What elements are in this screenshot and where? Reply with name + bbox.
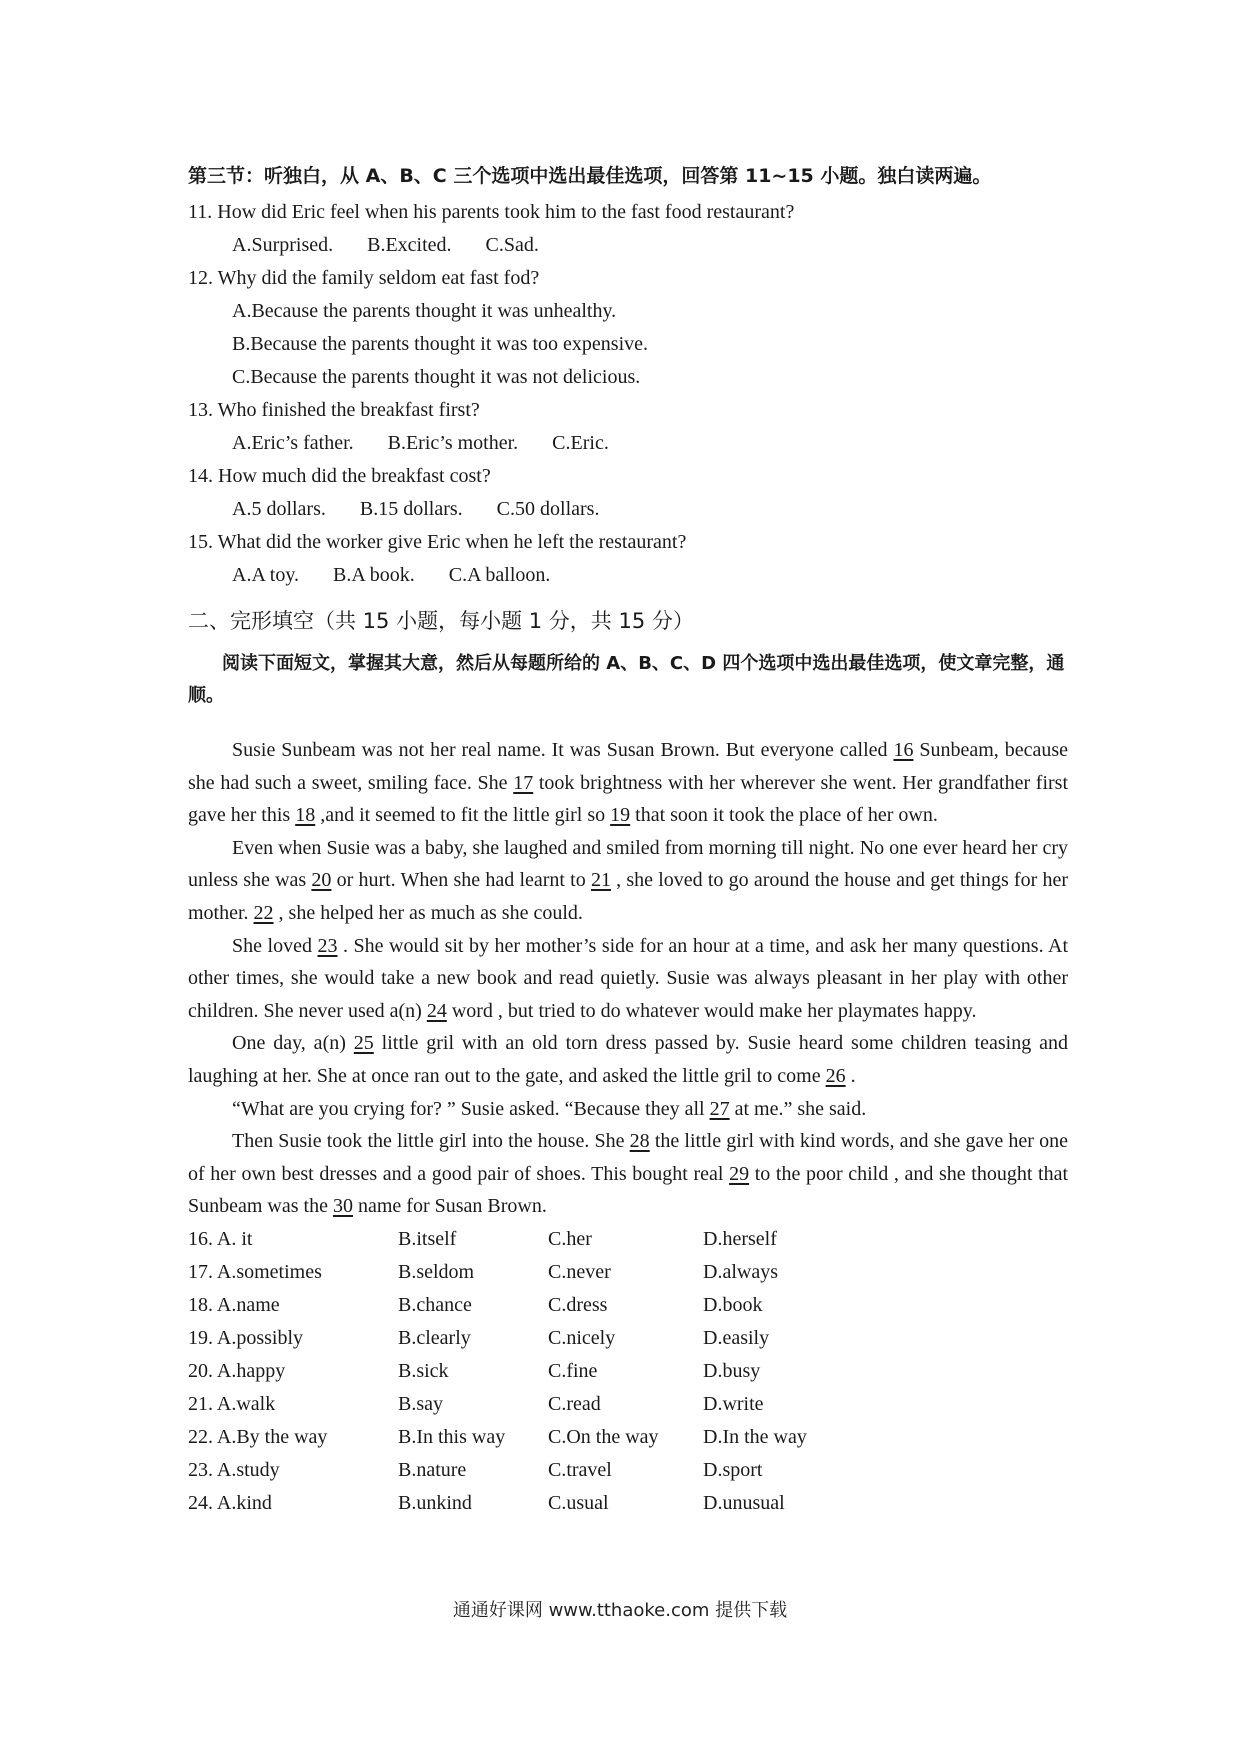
cloze-option-row-22 bbox=[188, 1421, 1068, 1454]
blank-27: 27 bbox=[709, 1097, 730, 1120]
option-11-B: B.Excited. bbox=[367, 234, 452, 256]
cloze-option: B.sick bbox=[398, 1359, 449, 1382]
option-15-B: B.A book. bbox=[333, 564, 415, 586]
blank-29: 29 bbox=[729, 1162, 750, 1185]
section-3-title: 第三节：听独白，从 A、B、C 三个选项中选出最佳选项，回答第 11~15 小题。独白读两遍。 bbox=[188, 165, 992, 187]
cloze-option-row-17 bbox=[188, 1256, 1068, 1289]
cloze-option-row-20 bbox=[188, 1355, 1068, 1388]
cloze-option: 17. A.sometimes bbox=[188, 1260, 322, 1283]
cloze-option: 21. A.walk bbox=[188, 1392, 276, 1415]
options-row-15 bbox=[188, 559, 1068, 592]
blank-20: 20 bbox=[311, 869, 332, 892]
option-13-A: A.Eric’s father. bbox=[232, 432, 354, 454]
blank-22: 22 bbox=[253, 901, 274, 924]
cloze-option: D.book bbox=[703, 1293, 763, 1316]
blank-18: 18 bbox=[295, 804, 316, 827]
cloze-option: 19. A.possibly bbox=[188, 1326, 304, 1349]
cloze-option: C.dress bbox=[548, 1293, 608, 1316]
cloze-option: 16. A. it bbox=[188, 1227, 253, 1250]
cloze-option: B.itself bbox=[398, 1227, 457, 1250]
cloze-option: C.nicely bbox=[548, 1326, 616, 1349]
listening-questions bbox=[188, 196, 1068, 592]
cloze-option-row-19 bbox=[188, 1322, 1068, 1355]
cloze-option: 23. A.study bbox=[188, 1458, 280, 1481]
cloze-option: D.sport bbox=[703, 1458, 763, 1481]
blank-21: 21 bbox=[590, 869, 611, 892]
option-14-A: A.5 dollars. bbox=[232, 498, 326, 520]
cloze-option: C.travel bbox=[548, 1458, 612, 1481]
cloze-option: 18. A.name bbox=[188, 1293, 280, 1316]
cloze-option-row-21 bbox=[188, 1388, 1068, 1421]
cloze-option: B.say bbox=[398, 1392, 443, 1415]
cloze-option: D.always bbox=[703, 1260, 778, 1283]
option-15-A: A.A toy. bbox=[232, 564, 300, 586]
cloze-option: C.On the way bbox=[548, 1425, 659, 1448]
option-13-C: C.Eric. bbox=[552, 432, 609, 454]
cloze-option: B.seldom bbox=[398, 1260, 475, 1283]
question-14: 14. How much did the breakfast cost? bbox=[188, 465, 491, 487]
cloze-option: C.usual bbox=[548, 1491, 609, 1514]
question-13: 13. Who finished the breakfast first? bbox=[188, 399, 480, 421]
passage-paragraph: “What are you crying for? ” Susie asked. “Because they all 27 at me.” she said. bbox=[232, 1097, 867, 1120]
blank-19: 19 bbox=[610, 804, 631, 827]
blank-28: 28 bbox=[629, 1130, 650, 1153]
cloze-option: B.unkind bbox=[398, 1491, 472, 1514]
passage-paragraph: She loved 23 . She would sit by her mother’s side for an hour at a time, and ask her many questions. At other times, she would take a new book and read quietly. Susie was always pleasant in her play with other children. She never used a(n) 24 word , but tried to do whatever would make her playmates happy. bbox=[188, 934, 1068, 1022]
cloze-option-row-18 bbox=[188, 1289, 1068, 1322]
cloze-option: D.write bbox=[703, 1392, 764, 1415]
cloze-options bbox=[188, 1223, 1068, 1520]
page-content bbox=[188, 162, 1068, 1520]
footer-watermark: 通通好课网 www.tthaoke.com 提供下载 bbox=[452, 1600, 788, 1621]
option-13-B: B.Eric’s mother. bbox=[387, 432, 519, 454]
cloze-option: C.fine bbox=[548, 1359, 598, 1382]
part-2-title: 二、完形填空（共 15 小题，每小题 1 分，共 15 分） bbox=[188, 609, 694, 633]
passage-paragraph: Then Susie took the little girl into the house. She 28 the little girl with kind words, and she gave her one of her own best dresses and a good pair of shoes. This bought real 29 to the poor child , and she thought that Sunbeam was the 30 name for Susan Brown. bbox=[188, 1130, 1069, 1218]
option-15-C: C.A balloon. bbox=[448, 564, 551, 586]
cloze-option: D.herself bbox=[703, 1227, 777, 1250]
cloze-option: D.busy bbox=[703, 1359, 761, 1382]
cloze-option: D.In the way bbox=[703, 1425, 807, 1448]
question-11: 11. How did Eric feel when his parents took him to the fast food restaurant? bbox=[188, 201, 795, 223]
cloze-option: B.nature bbox=[398, 1458, 467, 1481]
cloze-instruction: 阅读下面短文，掌握其大意，然后从每题所给的 A、B、C、D 四个选项中选出最佳选项，使文章完整，通顺。 bbox=[188, 653, 1065, 706]
cloze-option: C.her bbox=[548, 1227, 592, 1250]
question-15: 15. What did the worker give Eric when he left the restaurant? bbox=[188, 531, 687, 553]
blank-16: 16 bbox=[893, 739, 914, 761]
option-11-C: C.Sad. bbox=[485, 234, 539, 256]
cloze-option: C.never bbox=[548, 1260, 611, 1283]
cloze-passage bbox=[188, 734, 1068, 1223]
option-14-C: C.50 dollars. bbox=[496, 498, 600, 520]
options-row-14 bbox=[188, 493, 1068, 526]
cloze-option-row-24 bbox=[188, 1487, 1068, 1520]
option-12-B: B.Because the parents thought it was too expensive. bbox=[232, 333, 649, 355]
cloze-option: D.unusual bbox=[703, 1491, 785, 1514]
cloze-option: B.chance bbox=[398, 1293, 472, 1316]
option-12-A: A.Because the parents thought it was unhealthy. bbox=[232, 300, 617, 322]
cloze-option: B.In this way bbox=[398, 1425, 506, 1448]
cloze-option: D.easily bbox=[703, 1326, 770, 1349]
passage-paragraph: Even when Susie was a baby, she laughed and smiled from morning till night. No one ever heard her cry unless she was 20 or hurt. When she had learnt to 21 , she loved to go around the house and get things for her mother. 22 , she helped her as much as she could. bbox=[188, 836, 1068, 924]
passage-paragraph: One day, a(n) 25 little gril with an old torn dress passed by. Susie heard some children teasing and laughing at her. She at once ran out to the gate, and asked the little gril to come 26 . bbox=[188, 1032, 1068, 1087]
cloze-option-row-23 bbox=[188, 1454, 1068, 1487]
cloze-option-row-16 bbox=[188, 1223, 1068, 1256]
question-12: 12. Why did the family seldom eat fast fod? bbox=[188, 267, 540, 289]
passage-paragraph: Susie Sunbeam was not her real name. It was Susan Brown. But everyone called 16 Sunbeam, because she had such a sweet, smiling face. She 17 took brightness with her wherever she went. Her grandfather first gave her this 18 ,and it seemed to fit the little girl so 19 that soon it took the place of her own. bbox=[188, 739, 1068, 827]
options-row-11 bbox=[188, 229, 1068, 262]
option-11-A: A.Surprised. bbox=[232, 234, 334, 256]
options-row-13 bbox=[188, 427, 1068, 460]
blank-23: 23 bbox=[317, 934, 338, 957]
blank-24: 24 bbox=[426, 999, 447, 1022]
blank-26: 26 bbox=[825, 1064, 846, 1087]
blank-30: 30 bbox=[332, 1195, 353, 1218]
option-14-B: B.15 dollars. bbox=[359, 498, 463, 520]
cloze-option: 20. A.happy bbox=[188, 1359, 286, 1382]
option-12-C: C.Because the parents thought it was not delicious. bbox=[232, 366, 641, 388]
blank-17: 17 bbox=[513, 771, 534, 794]
cloze-option: 22. A.By the way bbox=[188, 1425, 328, 1448]
cloze-option: 24. A.kind bbox=[188, 1491, 272, 1514]
cloze-option: C.read bbox=[548, 1392, 601, 1415]
cloze-option: B.clearly bbox=[398, 1326, 471, 1349]
blank-25: 25 bbox=[353, 1032, 374, 1055]
